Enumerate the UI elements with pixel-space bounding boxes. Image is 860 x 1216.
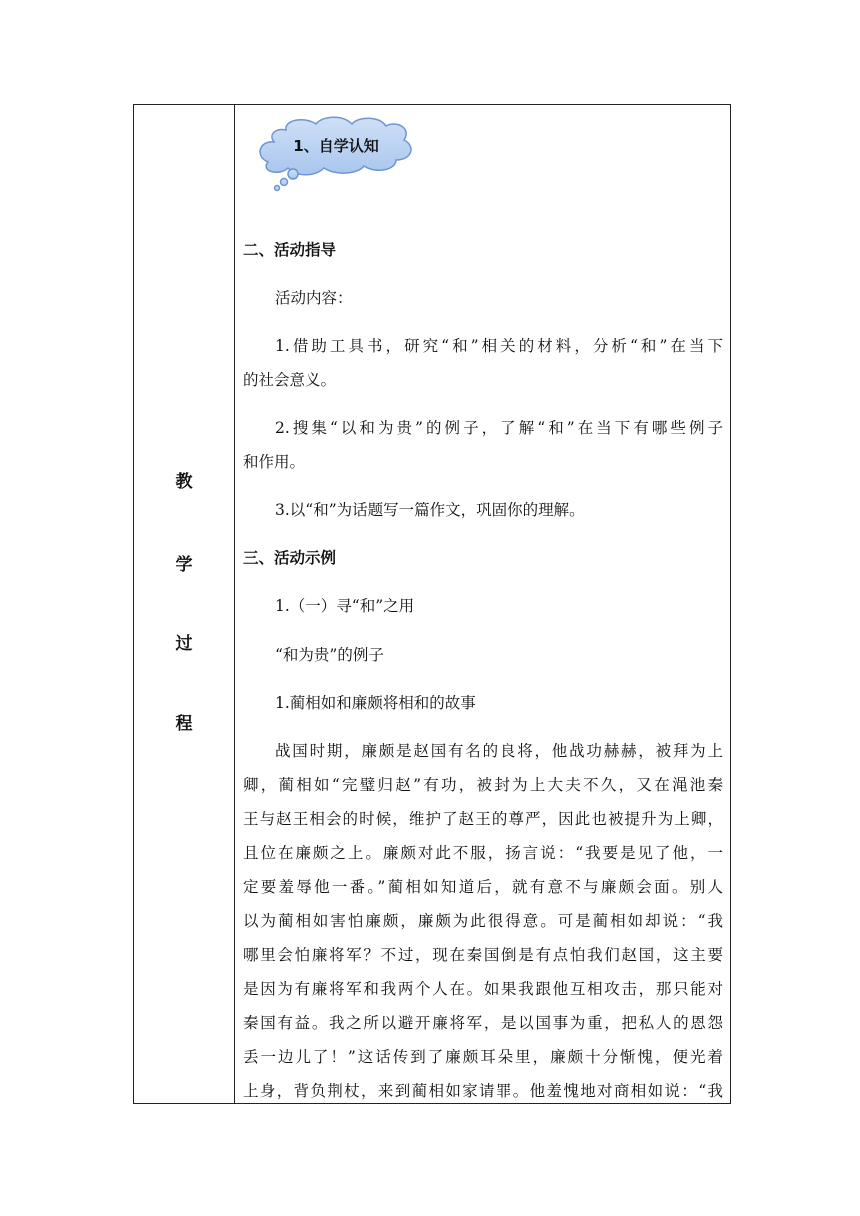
column-divider [234,105,235,1103]
label-char-jiao: 教 [175,472,193,492]
story-line-5: 定要羞辱他一番。”蔺相如知道后，就有意不与廉颇会面。别人 [243,878,723,896]
story-line-9: 秦国有益。我之所以避开廉将军，是以国事为重，把私人的恩怨 [243,1014,723,1032]
activity-item-3: 3.以“和”为话题写一篇作文，巩固你的理解。 [275,501,585,519]
example-subheading-2: “和为贵”的例子 [275,646,384,664]
label-char-xue: 学 [175,555,193,575]
example-subheading-1: 1.（一）寻“和”之用 [275,597,415,615]
activity-item-1-line-1: 1.借助工具书，研究“和”相关的材料，分析“和”在当下 [275,337,723,355]
section-heading-activity-guide: 二、活动指导 [243,241,337,259]
thought-cloud-callout [246,112,426,194]
activity-item-2-line-1: 2.搜集“以和为贵”的例子，了解“和”在当下有哪些例子 [275,419,723,437]
story-line-2: 卿，蔺相如“完璧归赵”有功，被封为上大夫不久，又在渑池秦 [243,776,723,794]
story-title: 1.蔺相如和廉颇将相和的故事 [275,694,476,712]
callout-title: 1、自学认知 [293,137,379,155]
label-char-guo: 过 [175,634,193,654]
story-line-1: 战国时期，廉颇是赵国有名的良将，他战功赫赫，被拜为上 [275,742,723,760]
activity-item-1-line-2: 的社会意义。 [243,371,337,389]
label-char-cheng: 程 [175,714,193,734]
activity-item-2-line-2: 和作用。 [243,453,306,471]
story-line-3: 王与赵王相会的时候，维护了赵王的尊严，因此也被提升为上卿， [243,810,723,828]
story-line-7: 哪里会怕廉将军？不过，现在秦国倒是有点怕我们赵国，这主要 [243,946,723,964]
activity-content-label: 活动内容： [275,289,353,307]
story-line-4: 且位在廉颇之上。廉颇对此不服，扬言说：“我要是见了他，一 [243,844,723,862]
story-line-11: 上身，背负荆杖，来到蔺相如家请罪。他羞愧地对商相如说：“我 [243,1082,723,1100]
story-line-10: 丢一边儿了！”这话传到了廉颇耳朵里，廉颇十分惭愧，便光着 [243,1048,723,1066]
story-line-8: 是因为有廉将军和我两个人在。如果我跟他互相攻击，那只能对 [243,980,723,998]
story-line-6: 以为蔺相如害怕廉颇，廉颇为此很得意。可是蔺相如却说：“我 [243,912,723,930]
section-heading-activity-example: 三、活动示例 [243,549,337,567]
